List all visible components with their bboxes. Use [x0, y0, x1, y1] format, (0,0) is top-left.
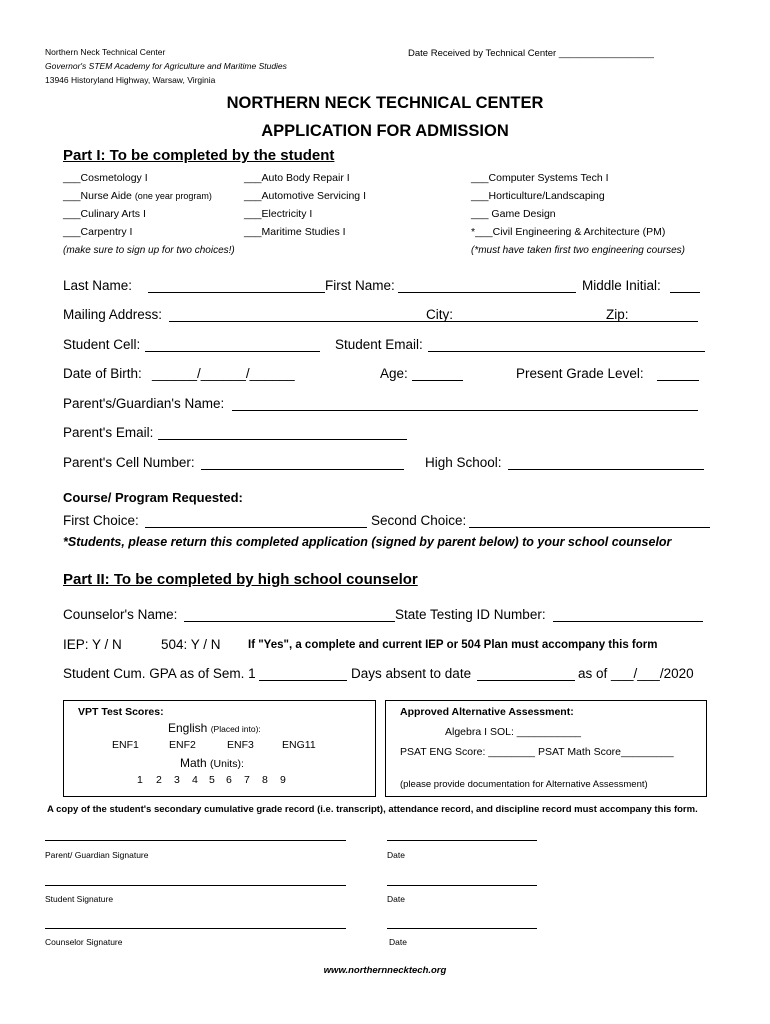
- algebra-sol-field[interactable]: Algebra I SOL: ___________: [445, 726, 582, 738]
- gpa-field[interactable]: [259, 680, 347, 681]
- dob-label: Date of Birth:: [63, 366, 142, 381]
- math-label: Math (Units):: [180, 756, 244, 770]
- parent-signature-label: Parent/ Guardian Signature: [45, 850, 149, 860]
- high-school-label: High School:: [425, 455, 502, 470]
- age-label: Age:: [380, 366, 408, 381]
- zip-label: Zip:: [606, 307, 629, 322]
- high-school-field[interactable]: [508, 469, 704, 470]
- org-name: Northern Neck Technical Center: [45, 47, 166, 57]
- student-signature-field[interactable]: [45, 885, 346, 886]
- if-yes-note: If "Yes", a complete and current IEP or 504 Plan must accompany this form: [248, 639, 658, 651]
- math-level[interactable]: 8: [262, 774, 268, 786]
- english-level[interactable]: ENG11: [282, 739, 316, 751]
- grade-field[interactable]: [657, 380, 699, 381]
- mailing-address-label: Mailing Address:: [63, 307, 163, 322]
- days-absent-field[interactable]: [477, 680, 575, 681]
- parent-signature-date-field[interactable]: [387, 840, 537, 841]
- math-level[interactable]: 1: [137, 774, 143, 786]
- english-level[interactable]: ENF1: [112, 739, 139, 751]
- date-received-field[interactable]: Date Received by Technical Center __________________: [408, 48, 654, 59]
- counselor-name-field[interactable]: [184, 621, 395, 622]
- 504-field[interactable]: 504: Y / N: [161, 637, 221, 652]
- second-choice-label: Second Choice:: [371, 513, 467, 528]
- psat-scores-field[interactable]: PSAT ENG Score: ________ PSAT Math Score_________: [400, 746, 674, 758]
- course-heading: Course/ Program Requested:: [63, 490, 243, 505]
- vpt-title: VPT Test Scores:: [78, 706, 164, 718]
- middle-initial-field[interactable]: [670, 292, 700, 293]
- program-option[interactable]: ___Electricity I: [244, 208, 313, 220]
- student-email-field[interactable]: [428, 351, 705, 352]
- first-name-field[interactable]: [398, 292, 576, 293]
- english-level[interactable]: ENF3: [227, 739, 254, 751]
- math-level[interactable]: 5: [209, 774, 215, 786]
- counselor-name-label: Counselor's Name:: [63, 607, 178, 622]
- parent-email-field[interactable]: [158, 439, 407, 440]
- parent-cell-field[interactable]: [201, 469, 404, 470]
- age-field[interactable]: [412, 380, 463, 381]
- gpa-label: Student Cum. GPA as of Sem. 1: [63, 666, 256, 681]
- math-level[interactable]: 3: [174, 774, 180, 786]
- engineering-note: (*must have taken first two engineering courses): [471, 245, 685, 256]
- choices-note: (make sure to sign up for two choices!): [63, 245, 235, 256]
- records-note: A copy of the student's secondary cumulative grade record (i.e. transcript), attendance record, and discipline record must accompany this form.: [47, 804, 698, 815]
- last-name-label: Last Name:: [63, 278, 133, 293]
- math-level[interactable]: 6: [226, 774, 232, 786]
- program-option[interactable]: ___Computer Systems Tech I: [471, 172, 609, 184]
- academy-name: Governor's STEM Academy for Agriculture and Maritime Studies: [45, 61, 287, 71]
- grade-label: Present Grade Level:: [516, 366, 644, 381]
- as-of-field[interactable]: as of ___/___/2020: [578, 666, 694, 681]
- state-testing-id-label: State Testing ID Number:: [395, 607, 546, 622]
- counselor-signature-date-field[interactable]: [387, 928, 537, 929]
- org-address: 13946 Historyland Highway, Warsaw, Virginia: [45, 75, 216, 85]
- parent-signature-date-label: Date: [387, 850, 405, 860]
- alt-assessment-title: Approved Alternative Assessment:: [400, 706, 574, 718]
- first-choice-field[interactable]: [145, 527, 367, 528]
- city-label: City:: [426, 307, 453, 322]
- state-testing-id-field[interactable]: [553, 621, 703, 622]
- page-title: NORTHERN NECK TECHNICAL CENTER: [226, 94, 544, 112]
- footer-website: www.northernnecktech.org: [323, 965, 447, 976]
- program-option[interactable]: ___Maritime Studies I: [244, 226, 346, 238]
- program-option[interactable]: ___Carpentry I: [63, 226, 133, 238]
- program-option[interactable]: ___Culinary Arts I: [63, 208, 146, 220]
- student-email-label: Student Email:: [335, 337, 423, 352]
- math-level[interactable]: 7: [244, 774, 250, 786]
- dob-field[interactable]: ______/______/______: [152, 366, 295, 381]
- student-signature-date-label: Date: [387, 894, 405, 904]
- counselor-signature-field[interactable]: [45, 928, 346, 929]
- parent-email-label: Parent's Email:: [63, 425, 154, 440]
- math-level[interactable]: 9: [280, 774, 286, 786]
- guardian-name-field[interactable]: [232, 410, 698, 411]
- program-option[interactable]: ___ Game Design: [471, 208, 556, 220]
- part2-heading: Part II: To be completed by high school counselor: [63, 571, 418, 588]
- guardian-name-label: Parent's/Guardian's Name:: [63, 396, 225, 411]
- first-choice-label: First Choice:: [63, 513, 139, 528]
- program-option[interactable]: ___Automotive Servicing I: [244, 190, 366, 202]
- page-subtitle: APPLICATION FOR ADMISSION: [261, 122, 509, 140]
- program-option[interactable]: *___Civil Engineering & Architecture (PM): [471, 226, 666, 238]
- alt-assessment-note: (please provide documentation for Alternative Assessment): [400, 779, 648, 790]
- math-level[interactable]: 2: [156, 774, 162, 786]
- first-name-label: First Name:: [325, 278, 395, 293]
- program-option[interactable]: ___Nurse Aide (one year program): [63, 190, 212, 202]
- parent-signature-field[interactable]: [45, 840, 346, 841]
- program-option[interactable]: ___Auto Body Repair I: [244, 172, 350, 184]
- program-option[interactable]: ___Cosmetology I: [63, 172, 148, 184]
- iep-field[interactable]: IEP: Y / N: [63, 637, 122, 652]
- middle-initial-label: Middle Initial:: [582, 278, 661, 293]
- counselor-signature-label: Counselor Signature: [45, 937, 123, 947]
- english-label: English (Placed into):: [168, 721, 261, 735]
- student-cell-field[interactable]: [145, 351, 320, 352]
- student-signature-date-field[interactable]: [387, 885, 537, 886]
- last-name-field[interactable]: [148, 292, 325, 293]
- program-option[interactable]: ___Horticulture/Landscaping: [471, 190, 605, 202]
- student-cell-label: Student Cell:: [63, 337, 141, 352]
- days-absent-label: Days absent to date: [351, 666, 472, 681]
- math-level[interactable]: 4: [192, 774, 198, 786]
- english-level[interactable]: ENF2: [169, 739, 196, 751]
- counselor-signature-date-label: Date: [389, 937, 407, 947]
- second-choice-field[interactable]: [469, 527, 710, 528]
- student-signature-label: Student Signature: [45, 894, 114, 904]
- part1-heading: Part I: To be completed by the student: [63, 147, 335, 164]
- return-note: *Students, please return this completed application (signed by parent below) to your school counselor: [63, 535, 672, 549]
- parent-cell-label: Parent's Cell Number:: [63, 455, 195, 470]
